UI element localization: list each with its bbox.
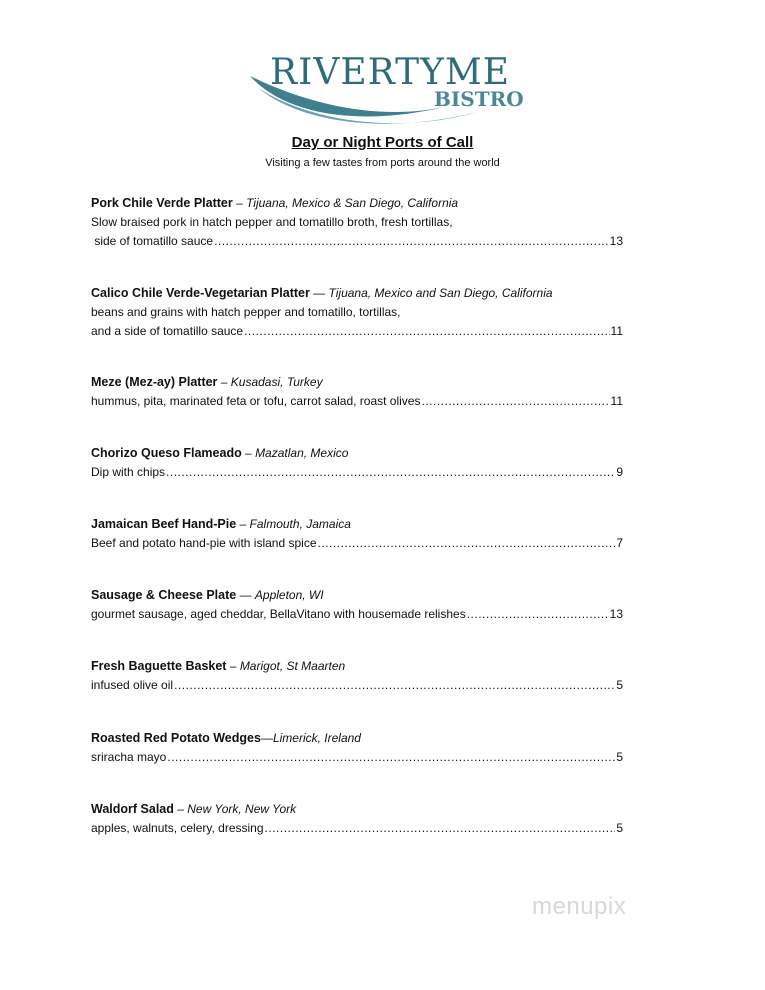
svg-text:RIVERTYME: RIVERTYME (270, 52, 510, 93)
item-origin: Tijuana, Mexico and San Diego, California (328, 286, 553, 300)
separator: – (217, 375, 231, 389)
menu-item-heading (91, 729, 623, 748)
item-price: 13 (609, 234, 623, 248)
item-origin: Marigot, St Maarten (239, 659, 346, 673)
menu-item-heading (91, 586, 623, 605)
menu-item-heading (91, 194, 623, 213)
dot-leader (244, 322, 609, 341)
item-name: Fresh Baguette Basket (91, 659, 227, 673)
menu-item-heading (91, 800, 623, 819)
item-name: Sausage & Cheese Plate (91, 588, 237, 602)
item-price: 11 (610, 324, 623, 338)
item-name: Jamaican Beef Hand-Pie (91, 517, 237, 531)
menu-item (91, 515, 623, 553)
item-origin: Falmouth, Jamaica (249, 517, 351, 531)
item-price-line (91, 748, 623, 767)
item-price-line (91, 676, 623, 695)
item-description: and a side of tomatillo sauce (91, 324, 244, 338)
separator: — (236, 588, 255, 602)
separator: — (260, 731, 273, 745)
item-price-line (91, 819, 623, 838)
watermark: menupix (532, 893, 627, 920)
item-price-line (91, 232, 623, 251)
menu-item (91, 194, 623, 251)
item-origin: Mazatlan, Mexico (255, 446, 349, 460)
item-description: infused olive oil (91, 678, 174, 692)
separator: – (236, 517, 250, 531)
item-origin: Appleton, WI (254, 588, 324, 602)
dot-leader (166, 463, 615, 482)
item-price: 7 (616, 536, 623, 550)
item-description: Beef and potato hand-pie with island spice (91, 536, 317, 550)
item-price: 5 (616, 750, 623, 764)
item-price-line (91, 392, 623, 411)
item-origin: New York, New York (187, 802, 297, 816)
dot-leader (421, 392, 609, 411)
separator: – (226, 659, 240, 673)
dot-leader (167, 748, 615, 767)
menu-item (91, 800, 623, 838)
menu-item-heading (91, 373, 623, 392)
item-name: Calico Chile Verde-Vegetarian Platter (91, 286, 310, 300)
item-name: Waldorf Salad (91, 802, 174, 816)
item-price-line (91, 605, 623, 624)
item-price-line (91, 463, 623, 482)
separator: – (241, 446, 256, 460)
item-description: sriracha mayo (91, 750, 167, 764)
item-name: Chorizo Queso Flameado (91, 446, 242, 460)
menu-item (91, 657, 623, 695)
dot-leader (318, 534, 616, 553)
menu-item-heading (91, 515, 623, 534)
menu-item (91, 444, 623, 482)
item-price: 9 (616, 465, 623, 479)
item-description: beans and grains with hatch pepper and tomatillo, tortillas, (91, 305, 401, 319)
dot-leader (214, 232, 609, 251)
item-price: 13 (609, 607, 623, 621)
item-description: apples, walnuts, celery, dressing (91, 821, 264, 835)
separator: – (173, 802, 188, 816)
item-name: Pork Chile Verde Platter (91, 196, 233, 210)
separator: — (309, 286, 329, 300)
item-origin: Kusadasi, Turkey (230, 375, 323, 389)
item-price-line (91, 534, 623, 553)
menu-item (91, 586, 623, 624)
menu-item (91, 284, 623, 341)
menu-item-heading (91, 657, 623, 676)
item-origin: Tijuana, Mexico & San Diego, California (246, 196, 459, 210)
item-price-line (91, 322, 623, 341)
item-price: 11 (610, 394, 623, 408)
item-origin: Limerick, Ireland (272, 731, 361, 745)
dot-leader (265, 819, 616, 838)
item-description: Dip with chips (91, 465, 166, 479)
dot-leader (174, 676, 615, 695)
menu-item-heading (91, 444, 623, 463)
menu-section-title: Day or Night Ports of Call (291, 134, 474, 151)
item-name: Roasted Red Potato Wedges (91, 731, 261, 745)
item-name: Meze (Mez-ay) Platter (91, 375, 218, 389)
dot-leader (467, 605, 609, 624)
menu-section-subtitle: Visiting a few tastes from ports around the world (265, 157, 500, 169)
item-description: side of tomatillo sauce (91, 234, 214, 248)
item-description: hummus, pita, marinated feta or tofu, carrot salad, roast olives (91, 394, 421, 408)
svg-text:BISTRO: BISTRO (434, 87, 524, 111)
menu-item (91, 729, 623, 767)
rivertyme-bistro-logo (248, 48, 528, 128)
item-price: 5 (616, 678, 623, 692)
item-price: 5 (616, 821, 623, 835)
separator: – (232, 196, 247, 210)
item-description: gourmet sausage, aged cheddar, BellaVitano with housemade relishes (91, 607, 466, 621)
item-description: Slow braised pork in hatch pepper and tomatillo broth, fresh tortillas, (91, 215, 453, 229)
menu-item-heading (91, 284, 623, 303)
menu-item (91, 373, 623, 411)
